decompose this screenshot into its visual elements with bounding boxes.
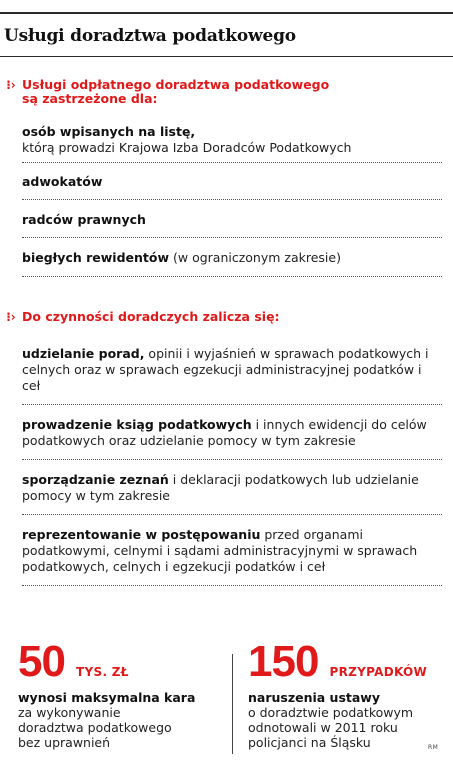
section-heading-text: Usługi odpłatnego doradztwa podatkowego są zastrzeżone dla: [22, 77, 330, 106]
item-rest: i innych ewidencji do celów podatkowych oraz udzielanie pomocy w tym zakresie [22, 417, 427, 448]
stat-divider [232, 654, 233, 754]
item-bold: adwokatów [22, 174, 103, 189]
list-item [22, 120, 442, 163]
item-sub: którą prowadzi Krajowa Izba Doradców Podatkowych [22, 140, 352, 155]
section-activities [0, 310, 453, 586]
stat-bold-text: wynosi maksymalna kara [18, 690, 196, 705]
item-bold: radców prawnych [22, 212, 146, 227]
top-rule [0, 12, 453, 14]
section-eligible [0, 78, 453, 277]
stat-unit: PRZYPADKÓW [329, 665, 428, 679]
stat-number: 150 [248, 637, 319, 686]
list-item [22, 238, 442, 277]
list-item [22, 515, 442, 586]
item-rest: i deklaracji podatkowych lub udzielanie pomocy w tym zakresie [22, 472, 419, 503]
dotted-arrow-icon: ⁝› [6, 78, 16, 92]
item-bold: biegłych rewidentów [22, 250, 170, 265]
author-credit: RM [428, 744, 439, 751]
stat-number: 50 [18, 637, 65, 686]
list-item [22, 163, 442, 200]
stat-description: za wykonywanie doradztwa podatkowego bez uprawnień [18, 705, 172, 750]
item-bold: reprezentowanie w postępowaniu [22, 527, 261, 542]
stat-unit: TYS. ZŁ [76, 665, 129, 679]
section-heading [0, 78, 453, 106]
dotted-arrow-icon: ⁝› [6, 310, 16, 324]
stat-bold-text: naruszenia ustawy [248, 690, 381, 705]
item-rest: opinii i wyjaśnień w sprawach podatkowych i celnych oraz w sprawach egzekucji administracyjnej podatków i ceł [22, 346, 429, 393]
list-item [22, 405, 442, 460]
stat-fine [18, 637, 228, 750]
item-bold: osób wpisanych na listę, [22, 124, 196, 139]
list-item [22, 200, 442, 238]
item-bold: sporządzanie zeznań [22, 472, 169, 487]
item-rest: (w ograniczonym zakresie) [169, 250, 341, 265]
list-item [22, 460, 442, 515]
item-bold: prowadzenie ksiąg podatkowych [22, 417, 252, 432]
section-heading-text: Do czynności doradczych zalicza się: [22, 309, 280, 324]
page-title: Usługi doradztwa podatkowego [4, 26, 296, 46]
section-heading [0, 310, 453, 324]
item-rest: przed organami podatkowymi, celnymi i sądami administracyjnymi w sprawach podatkowych, celnych i egzekucji podatków i ceł [22, 527, 418, 574]
stat-description: o doradztwie podatkowym odnotowali w 2011 roku policjanci na Śląsku [248, 705, 414, 750]
title-rule [0, 56, 453, 57]
list-item [22, 338, 442, 405]
item-bold: udzielanie porad, [22, 346, 145, 361]
stat-cases [248, 637, 448, 750]
